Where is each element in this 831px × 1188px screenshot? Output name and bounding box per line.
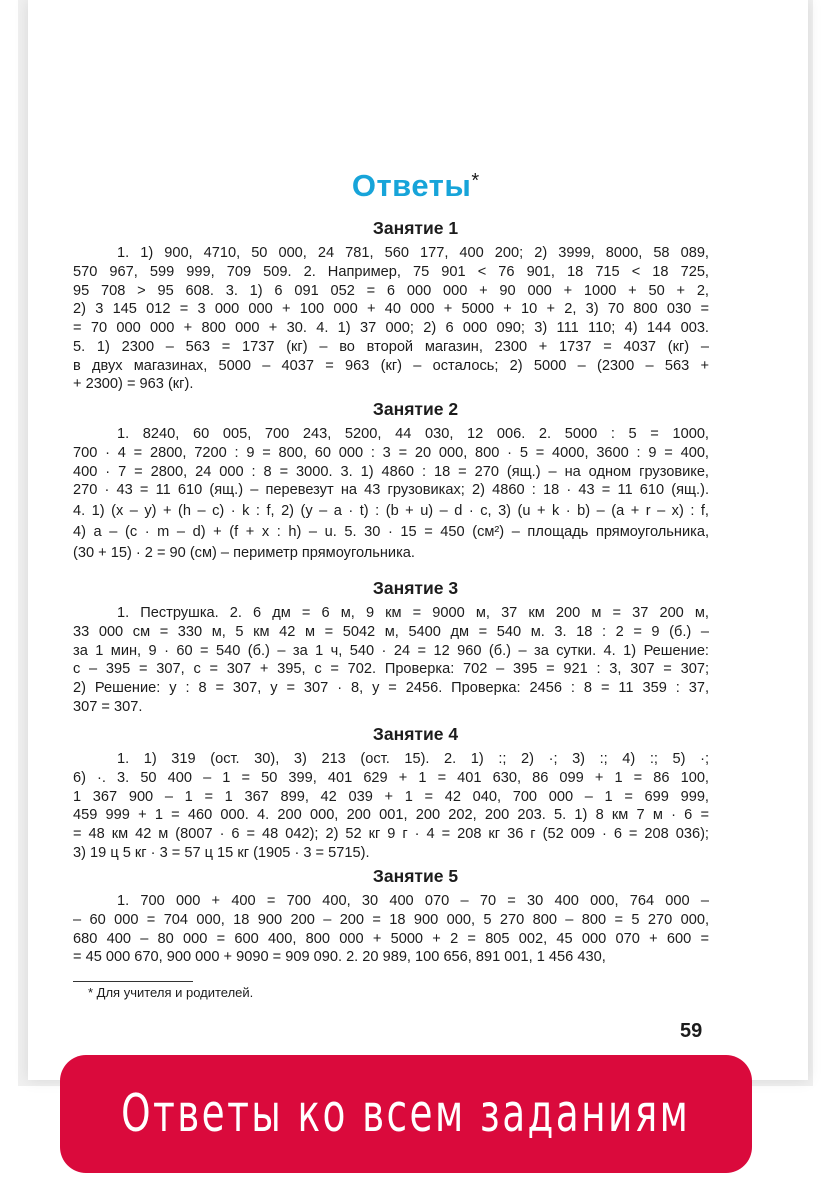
page-number: 59 <box>680 1020 703 1042</box>
answer-line <box>73 697 709 717</box>
footnote-divider <box>73 981 193 982</box>
title-text: Ответы <box>351 168 472 203</box>
answer-text: 95 708 > 95 608. 3. 1) 6 091 052 = 6 000 000 + 90 000 + 1000 + 50 + 2, <box>73 282 709 299</box>
answer-text: 570 967, 599 999, 709 509. 2. Например, 75 901 < 76 901, 18 715 < 18 725, <box>73 263 709 280</box>
answer-line <box>73 543 709 563</box>
answer-text: 4. 1) (x – y) + (h – c) · k : f, 2) (y – a · t) : (b + u) – d · c, 3) (u + k · b) – (a + r – x) : f, <box>73 503 709 519</box>
answer-line <box>73 891 709 911</box>
page-title <box>0 168 831 204</box>
answer-text: 1. 1) 900, 4710, 50 000, 24 781, 560 177, 400 200; 2) 3999, 8000, 58 089, <box>117 245 709 261</box>
answer-line <box>73 603 709 623</box>
answer-text: 3) 19 ц 5 кг · 3 = 57 ц 15 кг (1905 · 3 = 5715). <box>73 844 370 861</box>
answer-line <box>73 659 709 679</box>
answer-line <box>73 787 709 807</box>
title-footnote-mark: * <box>471 170 480 192</box>
answer-line <box>73 910 709 930</box>
answer-text: 680 400 – 80 000 = 600 400, 800 000 + 5000 + 2 = 805 002, 45 000 070 + 600 = <box>73 930 709 947</box>
answer-line <box>73 337 709 357</box>
answer-text: 459 999 + 1 = 460 000. 4. 200 000, 200 001, 200 202, 200 203. 5. 1) 8 км 7 м · 6 = <box>73 807 709 824</box>
answer-text: 700 · 4 = 2800, 7200 : 9 = 800, 60 000 : 3 = 20 000, 800 · 5 = 4000, 3600 : 9 = 400, <box>73 444 709 461</box>
answer-text: = 70 000 000 + 800 000 + 30. 4. 1) 37 000; 2) 6 000 090; 3) 111 110; 4) 144 003. <box>73 320 709 336</box>
answer-text: 270 · 43 = 11 610 (ящ.) – перевезут на 43 грузовиках; 2) 4860 : 18 · 43 = 11 610 (ящ.). <box>73 482 709 499</box>
banner-text: Ответы ко всем заданиям <box>121 1084 691 1144</box>
answer-line <box>73 522 709 542</box>
answer-text: 400 · 7 = 2800, 24 000 : 8 = 3000. 3. 1) 4860 : 18 = 270 (ящ.) – на одном грузовике, <box>73 463 709 480</box>
answer-line <box>73 424 709 444</box>
answer-line <box>73 374 709 394</box>
answer-text: 6) ·. 3. 50 400 – 1 = 50 399, 401 629 + 1 = 401 630, 86 099 + 1 = 86 100, <box>73 769 709 786</box>
answer-text: 4) a – (c · m – d) + (f + x : h) – u. 5. 30 · 15 = 450 (см²) – площадь прямоугольника, <box>73 523 709 540</box>
answer-line <box>73 299 709 319</box>
answer-text: + 2300) = 963 (кг). <box>73 376 194 393</box>
answer-line <box>73 749 709 769</box>
lesson-heading: Занятие 2 <box>372 399 459 419</box>
answer-text: в двух магазинах, 5000 – 4037 = 963 (кг) – осталось; 2) 5000 – (2300 – 563 + <box>73 357 709 374</box>
answer-line <box>73 462 709 482</box>
answer-text: 2) Решение: у : 8 = 307, у = 307 · 8, у = 2456. Проверка: 2456 : 8 = 11 359 : 37, <box>73 680 709 696</box>
answer-text: 1 367 900 – 1 = 1 367 899, 42 039 + 1 = 42 040, 700 000 – 1 = 699 999, <box>73 788 709 805</box>
answer-line <box>73 622 709 642</box>
answer-line <box>73 281 709 301</box>
answer-line <box>73 678 709 698</box>
answer-line <box>73 356 709 376</box>
answer-line <box>73 443 709 463</box>
answer-line <box>73 641 709 661</box>
answer-text: 1. 700 000 + 400 = 700 400, 30 400 070 – 70 = 30 400 000, 764 000 – <box>117 893 709 909</box>
answer-line <box>73 243 709 263</box>
answer-text: 1. 1) 319 (ост. 30), 3) 213 (ост. 15). 2. 1) :; 2) ·; 3) :; 4) :; 5) ·; <box>117 751 709 767</box>
answer-text: с – 395 = 307, с = 307 + 395, с = 702. Проверка: 702 – 395 = 921 : 3, 307 = 307; <box>73 661 709 678</box>
answer-text: за 1 мин, 9 · 60 = 540 (б.) – за 1 ч, 540 · 24 = 12 960 (б.) – за сутки. 4. 1) Решение: <box>73 642 709 659</box>
answer-line <box>73 824 709 844</box>
answer-text: 1. 8240, 60 005, 700 243, 5200, 44 030, 12 006. 2. 5000 : 5 = 1000, <box>117 426 709 442</box>
answer-text: 307 = 307. <box>73 698 143 715</box>
answer-text: 2) 3 145 012 = 3 000 000 + 100 000 + 40 000 + 5000 + 10 + 2, 3) 70 800 030 = <box>73 301 709 318</box>
answer-line <box>73 318 709 338</box>
answer-text: (30 + 15) · 2 = 90 (см) – периметр прямоугольника. <box>73 544 415 561</box>
lesson-heading: Занятие 1 <box>372 218 459 238</box>
promo-banner <box>60 1055 752 1173</box>
answer-line <box>73 929 709 949</box>
answer-line <box>73 262 709 282</box>
answer-line <box>73 843 709 863</box>
answer-line <box>73 480 709 500</box>
lesson-heading: Занятие 4 <box>372 724 459 744</box>
lesson-heading: Занятие 3 <box>372 578 459 598</box>
answer-line <box>73 768 709 788</box>
answer-text: 5. 1) 2300 – 563 = 1737 (кг) – во второй магазин, 2300 + 1737 = 4037 (кг) – <box>73 338 709 355</box>
lesson-heading: Занятие 5 <box>372 866 459 886</box>
answer-line <box>73 805 709 825</box>
answer-line <box>73 501 709 521</box>
answer-text: – 60 000 = 704 000, 18 900 200 – 200 = 18 900 000, 5 270 800 – 800 = 5 270 000, <box>73 911 709 928</box>
footnote: * Для учителя и родителей. <box>88 985 254 1000</box>
answer-line <box>73 947 709 967</box>
answer-text: 33 000 см = 330 м, 5 км 42 м = 5042 м, 5400 дм = 540 м. 3. 18 : 2 = 9 (б.) – <box>73 623 709 640</box>
answer-text: 1. Пеструшка. 2. 6 дм = 6 м, 9 км = 9000 м, 37 км 200 м = 37 200 м, <box>117 605 709 621</box>
answer-text: = 45 000 670, 900 000 + 9090 = 909 090. 2. 20 989, 100 656, 891 001, 1 456 430, <box>73 949 606 966</box>
answer-text: = 48 км 42 м (8007 · 6 = 48 042); 2) 52 кг 9 г · 4 = 208 кг 36 г (52 009 · 6 = 208 036); <box>73 826 709 842</box>
